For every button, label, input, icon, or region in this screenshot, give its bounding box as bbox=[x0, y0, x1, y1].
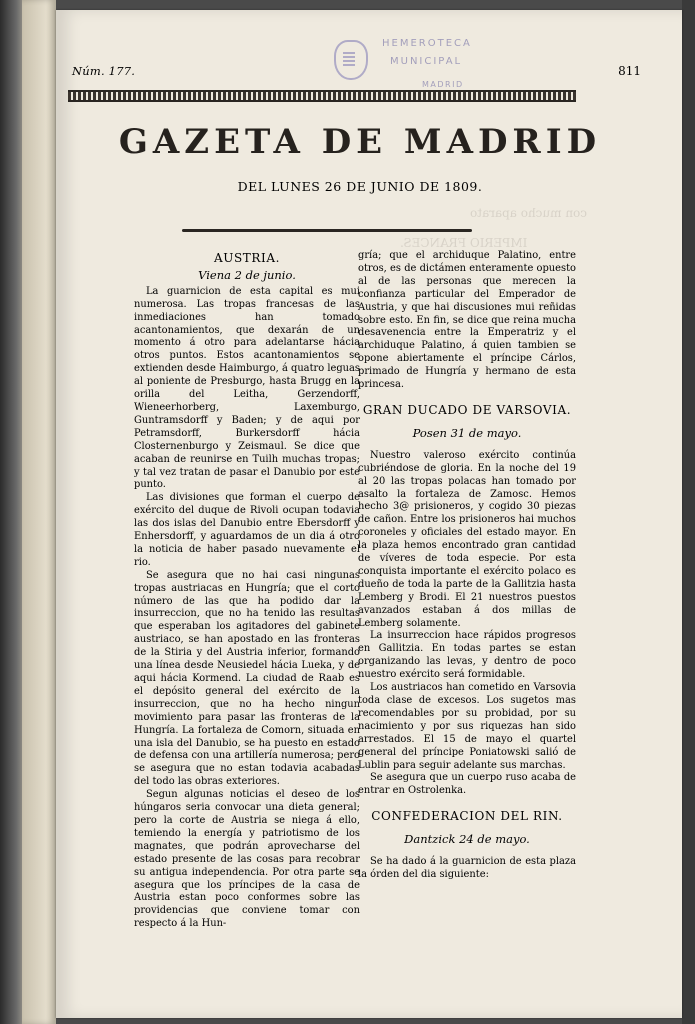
article-paragraph: Los austriacos han cometido en Varsovia toda clase de excesos. Los sugetos mas recomendables por su probidad, por su nacimiento y por sus riquezas han sido arrestados. El 15 de mayo el quartel general del príncipe Poniatowski salió de Lublin para seguir adelante sus marchas. bbox=[358, 682, 576, 771]
article-paragraph: La insurreccion hace rápidos progresos en Gallitzia. En todas partes se estan organizando las levas, y dentro de poco nuestro exército será formidable. bbox=[358, 630, 576, 681]
library-stamp bbox=[330, 34, 535, 96]
article-paragraph: Se asegura que un cuerpo ruso acaba de entrar en Ostrolenka. bbox=[358, 772, 576, 797]
issue-number: Núm. 177. bbox=[72, 64, 136, 78]
article-paragraph: Nuestro valeroso exército continúa cubriéndose de gloria. En la noche del 19 al 20 las tropas polacas han tomado por asalto la fortaleza de Zamosc. Hemos hecho 3@ prisioneros, y cogido 30 piezas de cañon. Entre los prisioneros hai muchos coroneles y oficiales del estado mayor. En la plaza hemos encontrado gran cantidad de víveres de toda especie. Por esta conquista importante el exército polaco es dueño de toda la parte de la Gallitzia hasta Lemberg y Brodi. El 21 nuestros puestos avanzados estaban á dos millas de Lemberg solamente. bbox=[358, 449, 576, 629]
scan-background-edge bbox=[682, 0, 695, 1024]
previous-page-edge bbox=[22, 0, 56, 1024]
section-heading: GRAN DUCADO DE VARSOVIA. bbox=[362, 402, 572, 417]
stamp-line: HEMEROTECA bbox=[382, 38, 472, 49]
dateline: Posen 31 de mayo. bbox=[412, 425, 522, 440]
stamp-line: MADRID bbox=[422, 80, 464, 89]
ornamental-rule bbox=[68, 90, 576, 102]
article-paragraph: Se ha dado á la guarnicion de esta plaza la órden del dia siguiente: bbox=[358, 856, 576, 880]
article-paragraph: Las divisiones que forman el cuerpo de exército del duque de Rivoli ocupan todavia las dos islas del Danubio entre Ebersdorff y Enhersdorff, y aguardamos de un dia á otro la noticia de haber pasado nuevamente el rio. bbox=[134, 492, 360, 568]
article-paragraph: La guarnicion de esta capital es mui numerosa. Las tropas francesas de las inmediaciones han tomado acantonamientos, que dexarán de un momento á otro para adelantarse hácia otros puntos. Estos acantonamientos se extienden desde Haimburgo, á quatro leguas al poniente de Presburgo, hasta Brugg en la orilla del Leitha, Gerzendorff, Wieneerhorberg, Laxemburgo, Guntramsdorff y Baden; y de aqui por Petramsdorff, Burkersdorff hácia Closternenburgo y Zeismaul. Se dice que acaban de reunirse en Tuilh muchas tropas; y tal vez tratan de pasar el Danubio por este punto. bbox=[134, 285, 360, 491]
divider-rule bbox=[182, 229, 472, 232]
show-through-text: con mucho aparato bbox=[470, 206, 588, 220]
show-through-text: IMPERIO FRANCES. bbox=[400, 236, 528, 250]
right-column bbox=[358, 250, 576, 882]
section-heading: CONFEDERACION DEL RIN. bbox=[371, 809, 563, 824]
dateline: Viena 2 de junio. bbox=[198, 267, 296, 282]
article-paragraph: Segun algunas noticias el deseo de los húngaros seria convocar una dieta general; pero la corte de Austria se niega á ello, temiendo la energía y patriotismo de los magnates, que podrán aprovecharse del estado presente de las cosas para recobrar su antigua independencia. Por otra parte se asegura que los príncipes de la casa de Austria estan poco conformes sobre las providencias que conviene tomar con respecto á la Hun- bbox=[134, 789, 360, 930]
left-column bbox=[134, 250, 360, 931]
coat-of-arms-icon bbox=[334, 40, 368, 80]
issue-date: DEL LUNES 26 DE JUNIO DE 1809. bbox=[237, 179, 483, 194]
article-paragraph: Se asegura que no hai casi ningunas tropas austriacas en Hungría; que el corto número de las que ha podido dar la insurreccion, que no ha tenido las resultas que esperaban los agitadores del gabinete austriaco, se han apostado en las fronteras de la Stiria y del Austria inferior, formando una línea desde Neusiedel hácia Lueka, y de aqui hácia Kormend. La ciudad de Raab es el depósito general del exército de la insurreccion, que no ha hecho ningun movimiento para pasar las fronteras de la Hungría. La fortaleza de Comorn, situada en una isla del Danubio, se ha puesto en estado de defensa con una artillería numerosa; pero se asegura que no estan todavia acabadas del todo las obras exteriores. bbox=[134, 569, 360, 788]
article-paragraph: gría; que el archiduque Palatino, entre otros, es de dictámen enteramente opuesto al de las personas que merecen la confianza particular del Emperador de Austria, y que hai discusiones mui reñidas sobre esto. En fin, se dice que reina mucha desavenencia entre la Emperatriz y el archiduque Palatino, á quien tambien se opone abiertamente el príncipe Cárlos, primado de Hungría y hermano de esta princesa. bbox=[358, 250, 576, 391]
stamp-line: MUNICIPAL bbox=[390, 56, 463, 67]
newspaper-title: GAZETA DE MADRID bbox=[118, 122, 602, 162]
page-number: 811 bbox=[618, 64, 641, 78]
section-heading: AUSTRIA. bbox=[213, 251, 281, 265]
dateline: Dantzick 24 de mayo. bbox=[404, 832, 530, 847]
